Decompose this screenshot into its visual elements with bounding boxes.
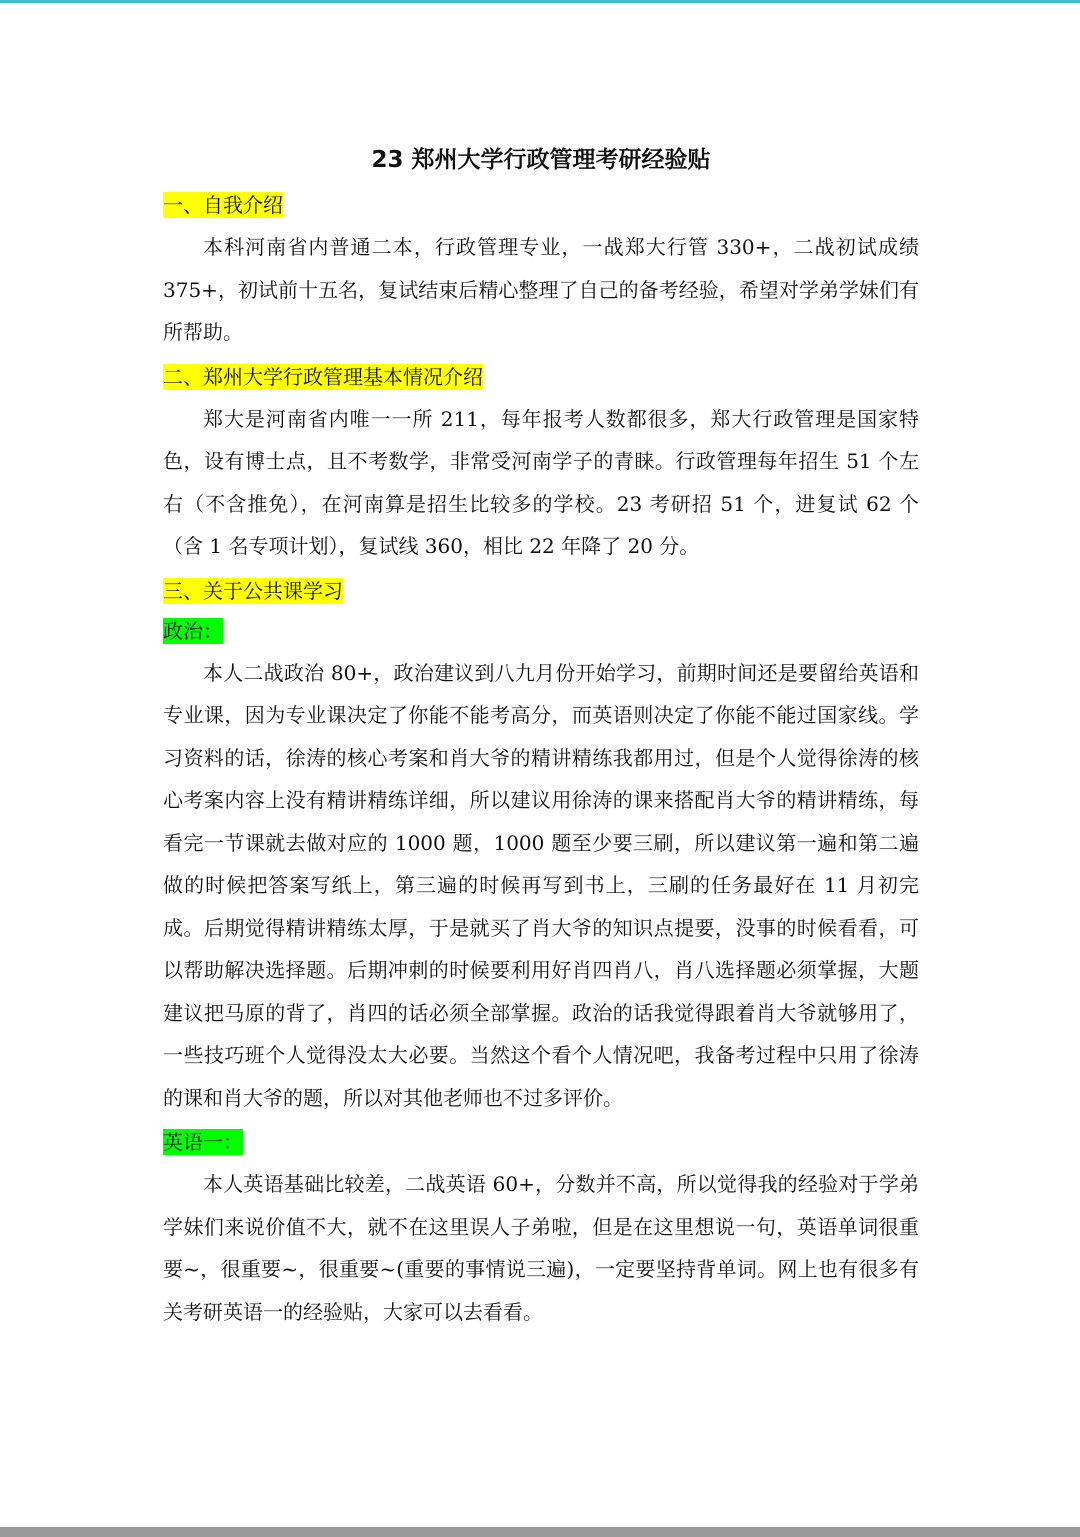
subheading-english xyxy=(163,1125,919,1159)
subheading-politics-text: 政治： xyxy=(163,618,223,643)
paragraph-school: 郑大是河南省内唯一一所 211，每年报考人数都很多，郑大行政管理是国家特色，设有博士点，且不考数学，非常受河南学子的青睐。行政管理每年招生 51 个左右（不含推免），在河南算是招生比较多的学校。23 考研招 51 个，进复试 62 个（含 1 名专项计划），复试线 360，相比 22 年降了 20 分。 xyxy=(163,406,919,558)
subheading-politics xyxy=(163,614,919,648)
paragraph-intro: 本科河南省内普通二本，行政管理专业，一战郑大行管 330+，二战初试成绩 375+，初试前十五名，复试结束后精心整理了自己的备考经验，希望对学弟学妹们有所帮助。 xyxy=(163,235,919,344)
paragraph-english: 本人英语基础比较差，二战英语 60+，分数并不高，所以觉得我的经验对于学弟学妹们来说价值不大，就不在这里误人子弟啦，但是在这里想说一句，英语单词很重要~，很重要~，很重要~(重要的事情说三遍)，一定要坚持背单词。网上也有很多有关考研英语一的经验贴，大家可以去看看。 xyxy=(163,1172,919,1324)
top-rule xyxy=(0,0,1080,3)
subheading-english-text: 英语一： xyxy=(163,1130,243,1154)
section-heading-public xyxy=(163,574,919,608)
section-heading-intro xyxy=(163,188,919,222)
section-heading-school-text: 二、郑州大学行政管理基本情况介绍 xyxy=(163,364,483,389)
paragraph-politics: 本人二战政治 80+，政治建议到八九月份开始学习，前期时间还是要留给英语和专业课，因为专业课决定了你能不能考高分，而英语则决定了你能不能过国家线。学习资料的话，徐涛的核心考案和肖大爷的精讲精练我都用过，但是个人觉得徐涛的核心考案内容上没有精讲精练详细，所以建议用徐涛的课来搭配肖大爷的精讲精练，每看完一节课就去做对应的 1000 题，1000 题至少要三刷，所以建议第一遍和第二遍做的时候把答案写纸上，第三遍的时候再写到书上，三刷的任务最好在 11 月初完成。后期觉得精讲精练太厚，于是就买了肖大爷的知识点提要，没事的时候看看，可以帮助解决选择题。后期冲刺的时候要利用好肖四肖八，肖八选择题必须掌握，大题建议把马原的背了，肖四的话必须全部掌握。政治的话我觉得跟着肖大爷就够用了，一些技巧班个人觉得没太大必要。当然这个看个人情况吧，我备考过程中只用了徐涛的课和肖大爷的题，所以对其他老师也不过多评价。 xyxy=(163,660,919,1110)
section-heading-public-text: 三、关于公共课学习 xyxy=(163,578,343,603)
page-title: 23 郑州大学行政管理考研经验贴 xyxy=(371,147,711,173)
document-page xyxy=(163,140,919,1333)
section-heading-intro-text: 一、自我介绍 xyxy=(163,193,283,217)
bottom-scrollbar[interactable] xyxy=(0,1527,1080,1537)
section-heading-school xyxy=(163,360,919,394)
